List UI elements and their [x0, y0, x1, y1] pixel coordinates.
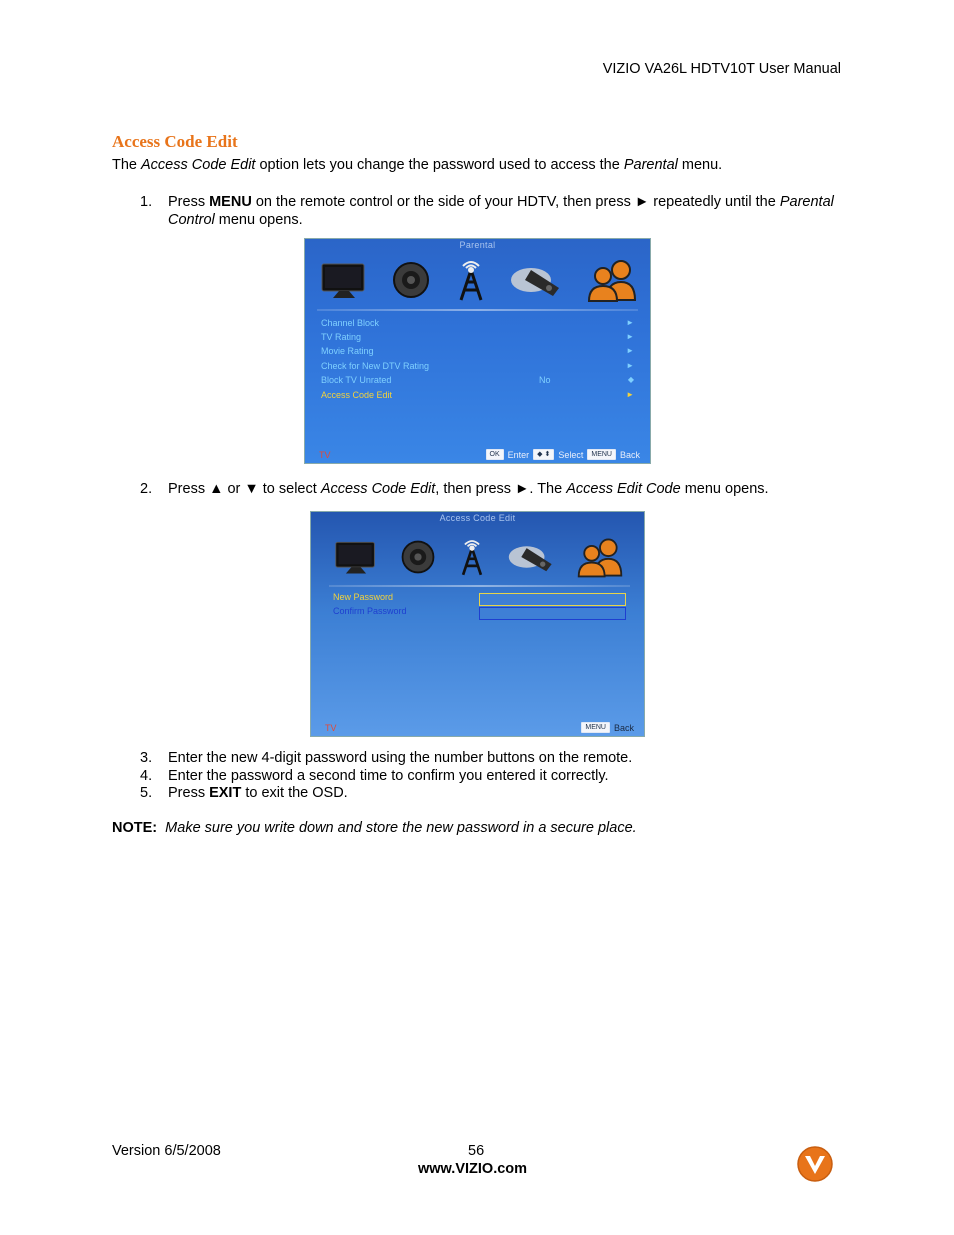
document-header: VIZIO VA26L HDTV10T User Manual — [602, 61, 841, 77]
version-label: Version 6/5/2008 — [112, 1143, 221, 1159]
antenna-icon — [456, 537, 488, 581]
input-source-label: TV — [325, 723, 337, 733]
osd-title: Access Code Edit — [439, 513, 516, 523]
arrow-right-icon: ► — [626, 346, 634, 355]
menu-item-movie-rating[interactable]: Movie Rating ► — [321, 346, 634, 356]
antenna-icon — [453, 258, 489, 306]
new-password-field[interactable] — [479, 593, 626, 606]
arrow-right-icon: ► — [626, 390, 634, 399]
osd-key-hints: MENU Back — [581, 722, 634, 733]
osd-key-hints: OK Enter ◆ ⬍ Select MENU Back — [486, 449, 641, 460]
menu-key: MENU — [581, 722, 610, 733]
tv-icon — [333, 538, 379, 580]
step-1: 1. Press MENU on the remote control or the side of your HDTV, then press ► repeatedly until the Parental Control menu opens. — [140, 194, 834, 228]
parental-menu-screenshot — [304, 238, 651, 464]
access-code-edit-screenshot — [310, 511, 645, 737]
users-icon — [575, 536, 625, 582]
note-text: Make sure you write down and store the new password in a secure place. — [165, 820, 637, 836]
speaker-icon — [398, 538, 438, 580]
select-key: ◆ ⬍ — [533, 449, 554, 460]
step-4: 4. Enter the password a second time to confirm you entered it correctly. — [140, 768, 609, 784]
arrow-right-icon: ► — [626, 361, 634, 370]
section-title: Access Code Edit — [112, 132, 238, 151]
step-2: 2. Press ▲ or ▼ to select Access Code Edit, then press ►. The Access Edit Code menu opens. — [140, 481, 769, 497]
remote-icon — [509, 260, 565, 304]
input-source-label: TV — [319, 450, 331, 460]
intro-paragraph: The Access Code Edit option lets you change the password used to access the Parental menu. — [112, 157, 723, 173]
menu-key: MENU — [587, 449, 616, 460]
menu-item-tv-rating[interactable]: TV Rating ► — [321, 332, 634, 342]
speaker-icon — [389, 260, 433, 304]
menu-item-block-tv-unrated[interactable]: Block TV Unrated No ◆ — [321, 375, 634, 385]
osd-title: Parental — [459, 240, 496, 250]
menu-item-check-dtv-rating[interactable]: Check for New DTV Rating ► — [321, 361, 634, 371]
page-number: 56 — [468, 1143, 485, 1159]
arrow-right-icon: ► — [626, 332, 634, 341]
note-label: NOTE: — [112, 820, 158, 836]
left-right-arrow-icon: ◆ — [627, 375, 634, 384]
remote-icon — [507, 539, 557, 579]
osd-separator — [329, 585, 630, 587]
osd-separator — [317, 309, 638, 311]
step-3: 3. Enter the new 4-digit password using the number buttons on the remote. — [140, 750, 633, 766]
osd-icon-bar — [319, 257, 639, 307]
arrow-right-icon: ► — [626, 318, 634, 327]
users-icon — [585, 258, 639, 306]
step-5: 5. Press EXIT to exit the OSD. — [140, 785, 348, 801]
confirm-password-label: Confirm Password — [333, 606, 407, 616]
confirm-password-field[interactable] — [479, 607, 626, 620]
vizio-logo-icon — [796, 1145, 834, 1183]
ok-key: OK — [486, 449, 504, 460]
website-link[interactable]: www.VIZIO.com — [418, 1161, 528, 1177]
tv-icon — [319, 260, 369, 304]
new-password-label: New Password — [333, 592, 394, 602]
menu-item-channel-block[interactable]: Channel Block ► — [321, 318, 634, 328]
note — [112, 820, 637, 836]
menu-item-access-code-edit[interactable]: Access Code Edit ► — [321, 390, 634, 400]
osd-icon-bar — [333, 534, 625, 584]
